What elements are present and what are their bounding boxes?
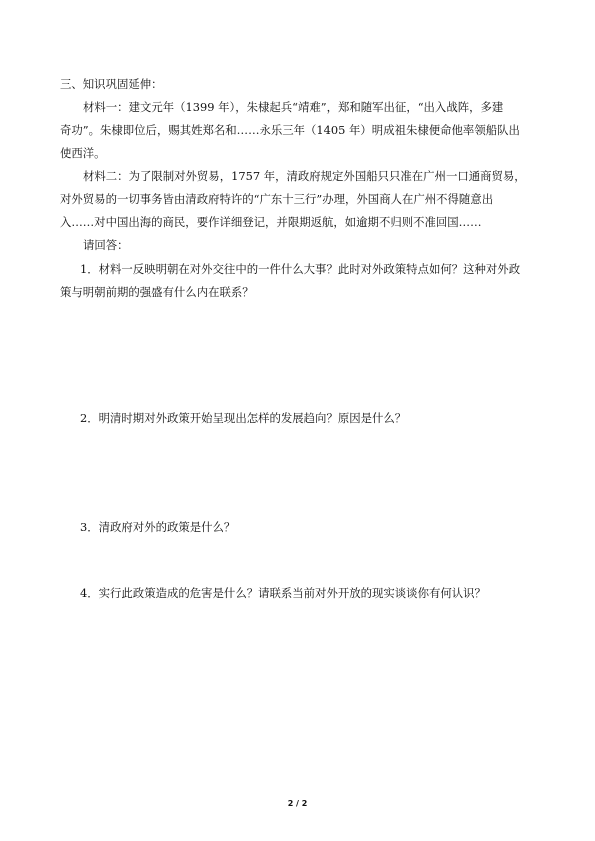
page-number: 2 / 2: [287, 799, 308, 808]
material-one-line-2: 奇功”。朱棣即位后，赐其姓郑名和……永乐三年（1405 年）明成祖朱棣便命他率领船队出: [60, 123, 520, 137]
question-4: 4．实行此政策造成的危害是什么？请联系当前对外开放的现实谈谈你有何认识？: [80, 586, 486, 600]
material-one-line-1: 材料一：建文元年（1399 年），朱棣起兵“靖难”，郑和随军出征，“出入战阵，多建: [83, 100, 504, 114]
material-one-line-3: 使西洋。: [60, 146, 106, 160]
question-2: 2．明清时期对外政策开始呈现出怎样的发展趋向？原因是什么？: [80, 411, 407, 425]
question-1-line-1: 1．材料一反映明朝在对外交往中的一件什么大事？此时对外政策特点如何？这种对外政: [80, 262, 521, 276]
material-two-line-1: 材料二：为了限制对外贸易，1757 年，清政府规定外国船只只准在广州一口通商贸易，: [83, 169, 526, 183]
answer-prompt: 请回答：: [83, 238, 129, 252]
question-3: 3．清政府对外的政策是什么？: [80, 520, 236, 534]
material-two-line-2: 对外贸易的一切事务皆由清政府特许的“广东十三行”办理，外国商人在广州不得随意出: [60, 192, 494, 206]
material-two-line-3: 入……对中国出海的商民，要作详细登记，并限期返航，如逾期不归则不准回国……: [60, 215, 482, 229]
section-heading: 三、知识巩固延伸：: [60, 77, 163, 91]
question-1-line-2: 策与明朝前期的强盛有什么内在联系？: [60, 285, 254, 299]
